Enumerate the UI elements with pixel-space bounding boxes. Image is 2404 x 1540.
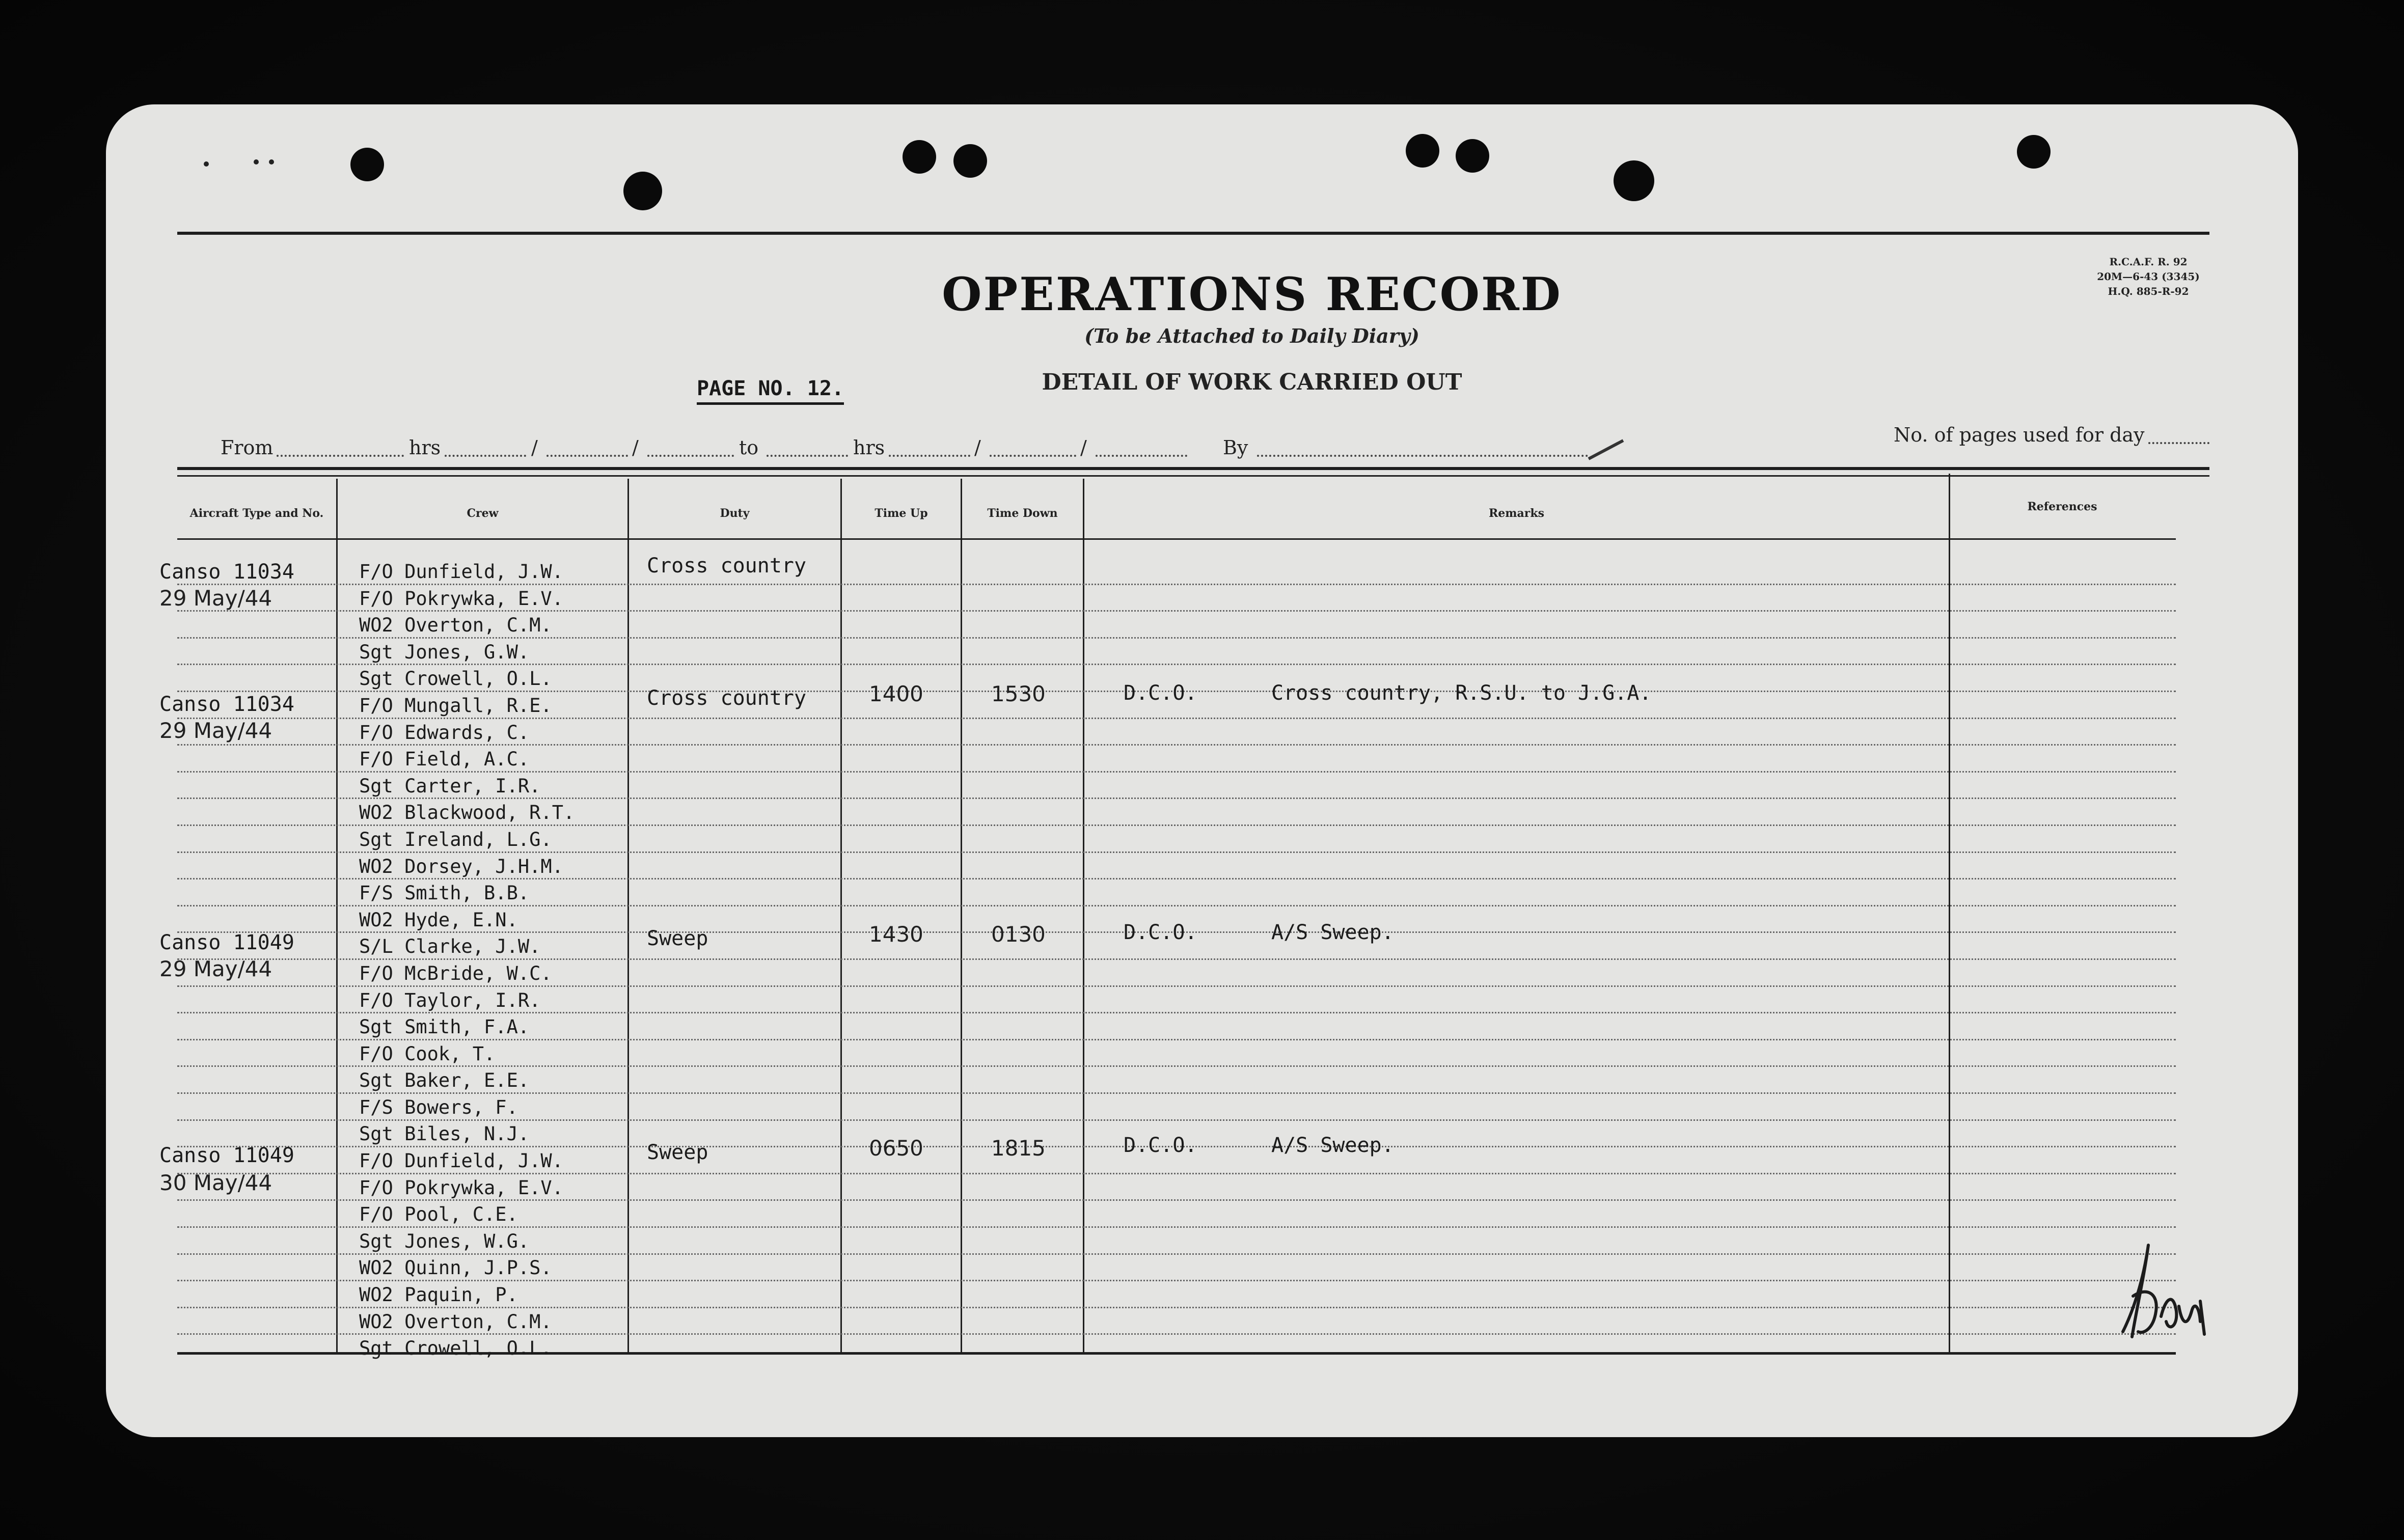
punch-hole (350, 148, 384, 181)
crew-column (359, 559, 575, 1362)
crew-member: WO2 Blackwood, R.T. (359, 802, 575, 824)
pages-used-field (1894, 418, 2159, 446)
header-references: References (2027, 500, 2097, 513)
remarks-code: D.C.O. (1124, 921, 1197, 944)
crew-member: S/L Clarke, J.W. (359, 936, 541, 958)
header-aircraft: Aircraft Type and No. (189, 507, 324, 520)
crew-member: WO2 Overton, C.M. (359, 614, 552, 637)
time-down-entry: 1815 (991, 1136, 1046, 1161)
remarks-entry: A/S Sweep. (1271, 1134, 1394, 1157)
remarks-code: D.C.O. (1124, 681, 1197, 705)
crew-member: Sgt Biles, N.J. (359, 1123, 530, 1145)
duty-entry: Sweep (647, 927, 708, 950)
pages-used-label: No. of pages used for day (1894, 424, 2145, 446)
duty-entry: Sweep (647, 1141, 708, 1164)
by-label: By (1223, 436, 1248, 459)
blank-field (1257, 455, 1588, 457)
header-crew: Crew (467, 507, 499, 520)
from-to-line: From hrs / / to hrs / / By (221, 430, 1647, 459)
crew-member: WO2 Hyde, E.N. (359, 909, 518, 931)
aircraft-entry: Canso 11049 (159, 1144, 294, 1167)
aircraft-entry: Canso 11034 (159, 693, 294, 716)
operations-record-card (106, 104, 2298, 1437)
aircraft-date: 29 May/44 (159, 586, 272, 611)
crew-member: F/O Dunfield, J.W. (359, 561, 563, 583)
header-remarks: Remarks (1488, 507, 1545, 520)
punch-hole (2017, 135, 2051, 169)
blank-field (990, 455, 1076, 457)
aircraft-date: 29 May/44 (159, 956, 272, 981)
crew-member: F/O McBride, W.C. (359, 962, 552, 984)
aircraft-entry: Canso 11034 (159, 560, 294, 584)
crew-member: Sgt Carter, I.R. (359, 775, 541, 797)
header-rule (177, 538, 2176, 540)
punch-hole (623, 172, 662, 210)
remarks-entry: Cross country, R.S.U. to J.G.A. (1271, 681, 1652, 705)
crew-member: Sgt Crowell, O.L. (359, 668, 552, 690)
crew-member: F/O Mungall, R.E. (359, 694, 552, 717)
aircraft-date: 29 May/44 (159, 718, 272, 743)
crew-member: F/O Field, A.C. (359, 748, 530, 771)
blank-field (2148, 442, 2209, 444)
crew-member: Sgt Smith, F.A. (359, 1016, 530, 1038)
crew-member: Sgt Jones, W.G. (359, 1230, 530, 1252)
blank-field (889, 455, 970, 457)
time-down-entry: 1530 (991, 681, 1046, 706)
blank-field (277, 455, 404, 457)
crew-member: F/O Cook, T. (359, 1042, 496, 1065)
aircraft-entry: Canso 11049 (159, 931, 294, 954)
duty-entry: Cross country (647, 554, 807, 578)
remarks-code: D.C.O. (1124, 1134, 1197, 1157)
form-title: OPERATIONS RECORD (942, 267, 1562, 321)
time-up-entry: 0650 (869, 1136, 923, 1161)
crew-member: Sgt Jones, G.W. (359, 641, 530, 663)
blank-field (547, 455, 628, 457)
top-rule (177, 232, 2209, 235)
crew-member: F/S Smith, B.B. (359, 882, 530, 904)
form-number-line: H.Q. 885-R-92 (2108, 285, 2189, 297)
speck (204, 161, 209, 167)
crew-member: WO2 Overton, C.M. (359, 1310, 552, 1333)
crew-member: WO2 Dorsey, J.H.M. (359, 855, 563, 877)
punch-hole (903, 140, 936, 174)
form-subtitle: (To be Attached to Daily Diary) (1084, 324, 1419, 347)
punch-hole (1406, 134, 1439, 168)
time-up-entry: 1400 (869, 681, 923, 706)
punch-hole (1614, 160, 1654, 201)
crew-member: F/O Dunfield, J.W. (359, 1150, 563, 1172)
handwritten-signature (2113, 1235, 2215, 1347)
crew-member: F/O Taylor, I.R. (359, 989, 541, 1011)
form-number-line: R.C.A.F. R. 92 (2109, 256, 2188, 268)
crew-member: Sgt Baker, E.E. (359, 1069, 530, 1092)
hrs-label: hrs (853, 436, 885, 459)
page-number: PAGE NO. 12. (697, 377, 844, 405)
header-time-up: Time Up (875, 507, 928, 520)
blank-field (445, 455, 526, 457)
from-label: From (221, 436, 274, 459)
header-duty: Duty (720, 507, 750, 520)
blank-field (767, 455, 848, 457)
blank-field (647, 455, 734, 457)
speck (254, 159, 259, 164)
crew-member: F/S Bowers, F. (359, 1096, 518, 1118)
speck (269, 159, 274, 164)
aircraft-date: 30 May/44 (159, 1170, 272, 1195)
form-number-block (2072, 255, 2225, 299)
hrs-label: hrs (409, 436, 441, 459)
crew-member: F/O Pokrywka, E.V. (359, 1176, 563, 1199)
table-top-rule-thin (177, 475, 2209, 477)
remarks-entry: A/S Sweep. (1271, 921, 1394, 944)
pen-stroke-mark (1586, 436, 1626, 462)
punch-hole (1456, 139, 1489, 173)
crew-member: F/O Pokrywka, E.V. (359, 587, 563, 610)
duty-entry: Cross country (647, 686, 807, 710)
punch-hole (953, 144, 987, 178)
form-number-line: 20M—6-43 (3345) (2097, 270, 2200, 283)
to-label: to (739, 436, 759, 459)
form-detail-heading: DETAIL OF WORK CARRIED OUT (1042, 369, 1462, 395)
column-divider (1949, 474, 1950, 1352)
crew-member: Sgt Ireland, L.G. (359, 828, 552, 850)
table-top-rule (177, 467, 2209, 470)
blank-field (1096, 455, 1187, 457)
crew-member: F/O Edwards, C. (359, 721, 530, 744)
crew-member: WO2 Quinn, J.P.S. (359, 1257, 552, 1279)
crew-member: F/O Pool, C.E. (359, 1203, 518, 1226)
crew-member: Sgt Crowell, O.L. (359, 1337, 552, 1360)
header-time-down: Time Down (987, 507, 1058, 520)
time-up-entry: 1430 (869, 922, 923, 947)
time-down-entry: 0130 (991, 922, 1046, 947)
crew-member: WO2 Paquin, P. (359, 1284, 518, 1306)
